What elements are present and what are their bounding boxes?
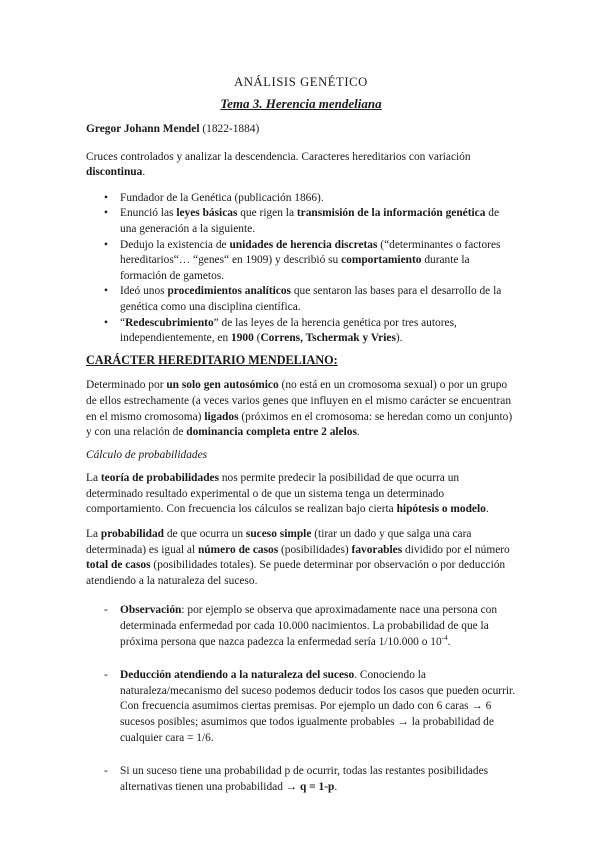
bullet-icon: • bbox=[104, 238, 108, 251]
dash-icon: - bbox=[104, 765, 108, 778]
bullet-icon: • bbox=[104, 285, 108, 298]
document-page bbox=[86, 74, 516, 813]
section-heading: CARÁCTER HEREDITARIO MENDELIANO: bbox=[86, 352, 338, 367]
intro-paragraph: Cruces controlados y analizar la descendencia. Caracteres hereditarios con variación discontinua. bbox=[86, 150, 471, 179]
list-item: • Enunció las leyes básicas que rigen la transmisión de la información genética de una generación a la siguiente. bbox=[104, 207, 500, 235]
bullet-icon: • bbox=[104, 191, 108, 204]
author-years: (1822-1884) bbox=[199, 123, 260, 135]
bullet-icon: • bbox=[104, 316, 108, 329]
list-item: - Si un suceso tiene una probabilidad p de ocurrir, todas las restantes posibilidades alternativas tienen una probabilidad → q = 1-p. bbox=[104, 765, 489, 793]
author-name: Gregor Johann Mendel bbox=[86, 123, 200, 135]
list-item: • “Redescubrimiento” de las leyes de la herencia genética por tres autores, independientemente, en 1900 (Correns, Tschermak y Vries). bbox=[104, 316, 457, 345]
list-item: - Deducción atendiendo a la naturaleza del suceso. Conociendo la naturaleza/mecanismo del suceso podemos deducir todos los casos que pueden ocurrir. Con frecuencia asumimos ciertas premisas. Por ejemplo un dado con 6 caras → 6 sucesos posibles; asumimos que todos igualmente probables → la probabilidad de cualquier cara = 1/6. bbox=[104, 669, 516, 744]
author-line bbox=[86, 122, 516, 138]
mendel-facts-list bbox=[86, 191, 516, 347]
subsection-heading: Cálculo de probabilidades bbox=[86, 448, 208, 461]
list-item: • Fundador de la Genética (publicación 1866). bbox=[86, 191, 516, 207]
mendelian-trait-paragraph: Determinado por un solo gen autosómico (no está en un cromosoma sexual) o por un grupo de ellos estrechamente (a veces varios genes que influyen en el mismo carácter se encuentran en el mismo cromosoma) ligados (próximos en el cromosoma: se heredan como un conjunto) y con una relación de dominancia completa entre 2 alelos. bbox=[86, 379, 513, 439]
probability-theory-paragraph: La teoría de probabilidades nos permite predecir la posibilidad de que ocurra un determinado resultado experimental o de que un sistema tenga un determinado comportamiento. Con frecuencia los cálculos se realizan bajo cierta hipótesis o modelo. bbox=[86, 472, 489, 516]
bullet-icon: • bbox=[104, 207, 108, 220]
probability-methods-list bbox=[86, 603, 516, 795]
document-subtitle: Tema 3. Herencia mendeliana bbox=[220, 96, 382, 111]
dash-icon: - bbox=[104, 669, 108, 682]
simple-event-paragraph: La probabilidad de que ocurra un suceso simple (tirar un dado y que salga una cara determinada) es igual al número de casos (posibilidades) favorables dividido por el número total de casos (posibilidades totales). Se puede determinar por observación o por deducción atendiendo a la naturaleza del suceso. bbox=[86, 528, 510, 587]
list-item: • Dedujo la existencia de unidades de herencia discretas (“determinantes o factores hereditarios“… “genes“ en 1909) y describió su comportamiento durante la formación de gametos. bbox=[104, 238, 501, 282]
list-item: • Ideó unos procedimientos analíticos que sentaron las bases para el desarrollo de la genética como una disciplina científica. bbox=[104, 285, 502, 313]
dash-icon: - bbox=[104, 604, 108, 617]
document-title: ANÁLISIS GENÉTICO bbox=[234, 75, 368, 89]
list-item: - Observación: por ejemplo se observa que aproximadamente nace una persona con determinada enfermedad por cada 10.000 nacimientos. La probabilidad de que la próxima persona que nazca padezca la enfermedad sería 1/10.000 o $10^{-4}$. bbox=[104, 604, 498, 648]
